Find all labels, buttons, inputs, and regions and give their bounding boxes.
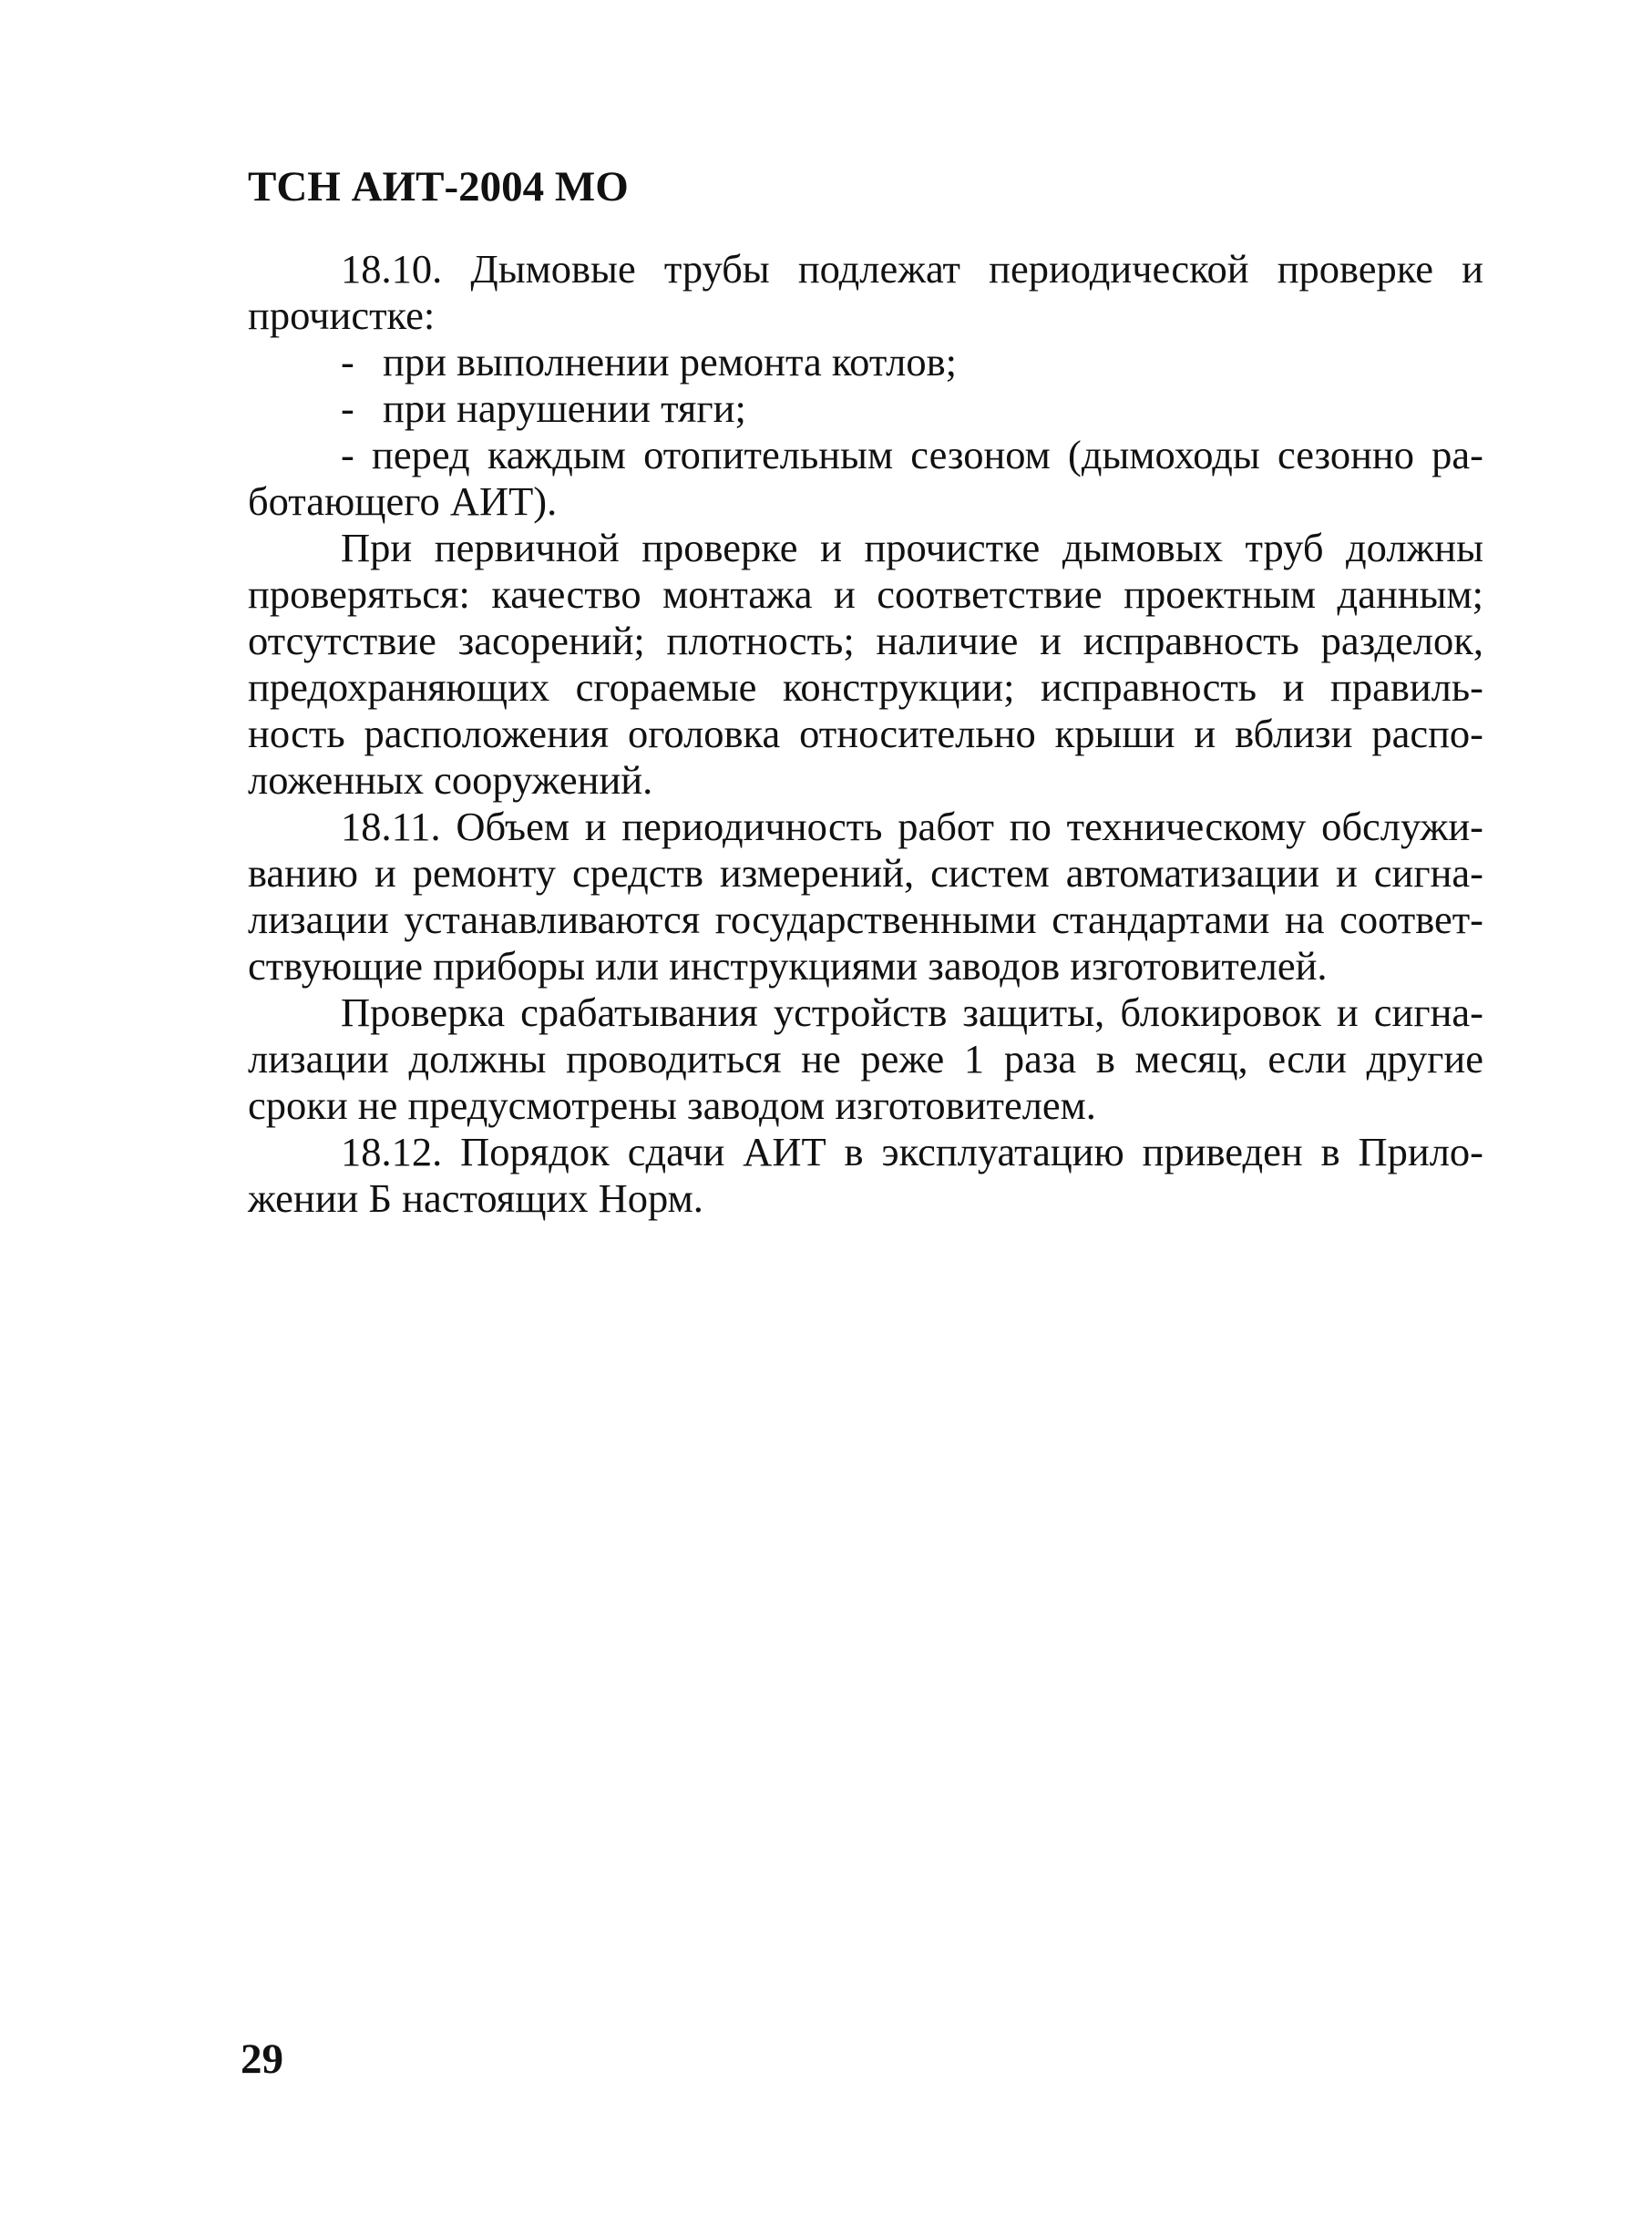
- page-number: 29: [241, 2035, 283, 2083]
- list-item-heating-season: - перед каждым отопительным сезоном (дымоходы сезонно работающего АИТ).: [248, 432, 1483, 524]
- body-text: [248, 246, 1483, 1222]
- paragraph-18-11: 18.11. Объем и периодичность работ по техническому обслуживанию и ремонту средств измерений, систем автоматизации и сигнализации устанавливаются государственными стандартами на соответствующие приборы или инструкциями заводов изготовителей.: [248, 804, 1483, 989]
- list-item-text: при выполнении ремонта котлов;: [383, 339, 958, 384]
- paragraph-protection-check: Проверка срабатывания устройств защиты, блокировок и сигнализации должны проводиться не реже 1 раза в месяц, если другие сроки не предусмотрены заводом изготовителем.: [248, 989, 1483, 1128]
- list-dash: -: [341, 339, 354, 384]
- running-header: ТСН АИТ-2004 МО: [248, 163, 629, 210]
- list-dash: -: [341, 385, 354, 431]
- paragraph-primary-inspection: При первичной проверке и прочистке дымовых труб должны проверяться: качество монтажа и соответствие проектным данным; отсутствие засорений; плотность; наличие и исправность разделок, предохраняющих сгораемые конструкции; исправность и правильность расположения оголовка относительно крыши и вблизи расположенных сооружений.: [248, 525, 1483, 803]
- list-item: [248, 385, 1483, 432]
- paragraph-18-10: 18.10. Дымовые трубы подлежат периодической проверке и прочистке:: [248, 246, 1483, 338]
- list-item-text: при нарушении тяги;: [383, 385, 746, 431]
- list-item: [248, 339, 1483, 385]
- paragraph-18-12: 18.12. Порядок сдачи АИТ в эксплуатацию приведен в Приложении Б настоящих Норм.: [248, 1129, 1483, 1221]
